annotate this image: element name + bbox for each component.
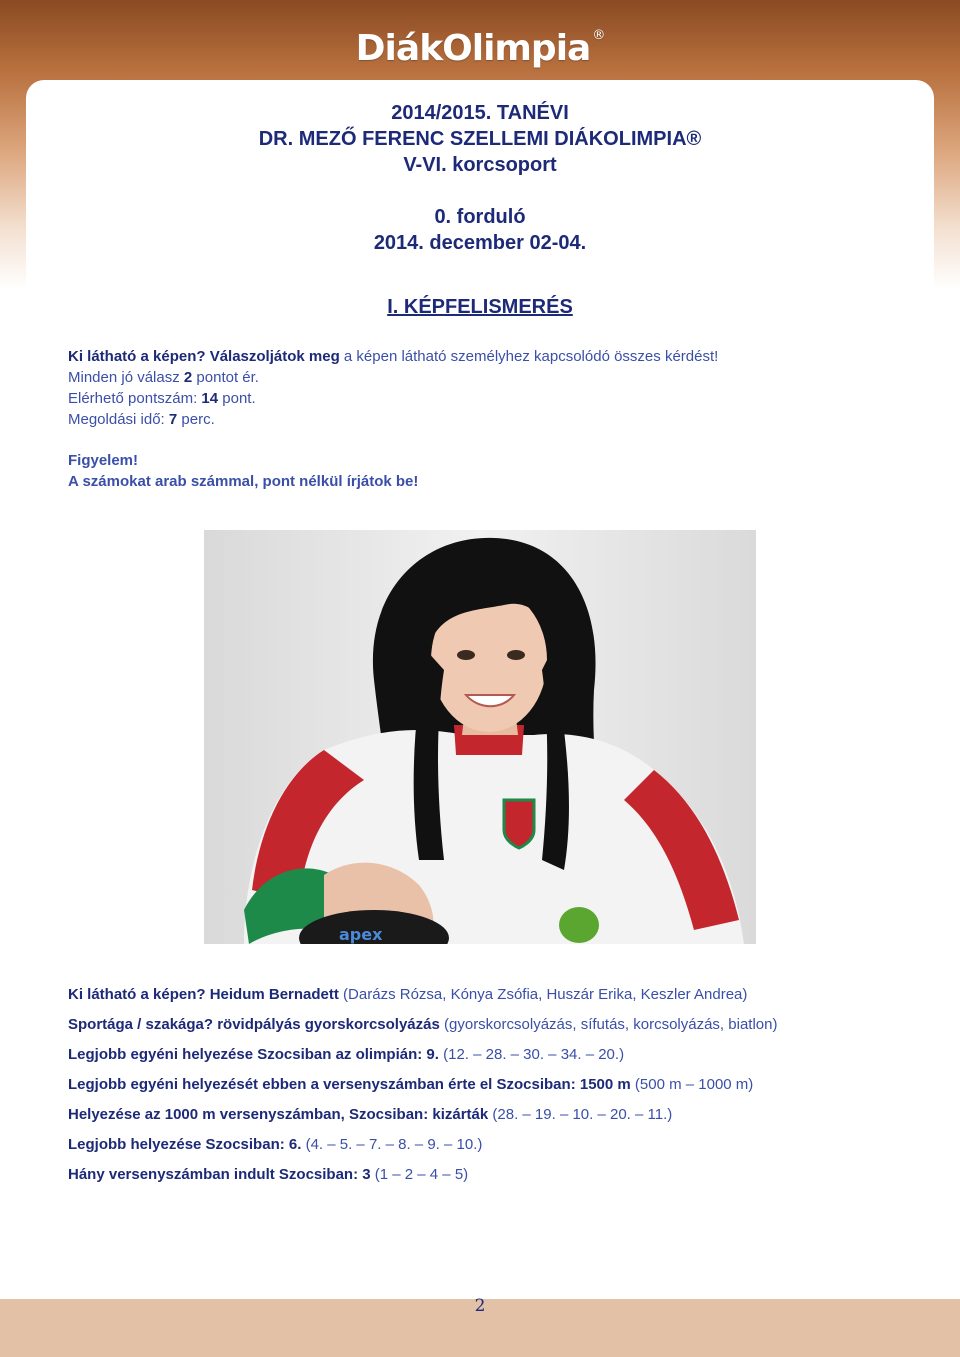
instructions [68,346,718,430]
instruction-line: Minden jó válasz 2 pontot ér. [68,369,259,386]
notice-title: Figyelem! [68,452,139,469]
answer-row: Sportága / szakága? rövidpályás gyorskorcsolyázás (gyorskorcsolyázás, sífutás, korcsolyázás, biatlon) [68,1016,778,1033]
school-year: 2014/2015. TANÉVI [391,102,569,124]
answer-row: Helyezése az 1000 m versenyszámban, Szocsiban: kizárták (28. – 19. – 10. – 20. – 11.) [68,1106,673,1123]
competition-name: DR. MEZŐ FERENC SZELLEMI DIÁKOLIMPIA® [258,128,702,150]
athlete-photo [204,530,756,944]
notice [68,450,418,492]
document-header [0,100,960,256]
hungarian-coat-of-arms-icon [504,800,534,848]
instruction-line: Elérhető pontszám: 14 pont. [68,390,256,407]
answer-row: Legjobb helyezése Szocsiban: 6. (4. – 5. – 7. – 8. – 9. – 10.) [68,1136,483,1153]
answer-row: Hány versenyszámban indult Szocsiban: 3 (1 – 2 – 4 – 5) [68,1166,469,1183]
diakolimpia-logo: DiákOlimpia ® [355,28,605,69]
helmet-brand-text: apex [339,925,383,944]
notice-text: A számokat arab számmal, pont nélkül írjátok be! [68,473,419,490]
answer-row: Legjobb egyéni helyezését ebben a versenyszámban érte el Szocsiban: 1500 m (500 m – 1000 m) [68,1076,754,1093]
round-date: 2014. december 02-04. [373,232,587,254]
instruction-line: Ki látható a képen? Válaszoljátok meg a képen látható személyhez kapcsolódó összes kérdést! [68,348,719,365]
section-title: I. KÉPFELISMERÉS [387,296,573,318]
answer-list [68,984,777,1194]
round: 0. forduló [434,206,526,228]
age-group: V-VI. korcsoport [403,154,557,176]
instruction-line: Megoldási idő: 7 perc. [68,411,215,428]
page-number: 2 [474,1296,486,1316]
answer-row: Legjobb egyéni helyezése Szocsiban az olimpián: 9. (12. – 28. – 30. – 34. – 20.) [68,1046,625,1063]
answer-row: Ki látható a képen? Heidum Bernadett (Darázs Rózsa, Kónya Zsófia, Huszár Erika, Keszler Andrea) [68,986,748,1003]
